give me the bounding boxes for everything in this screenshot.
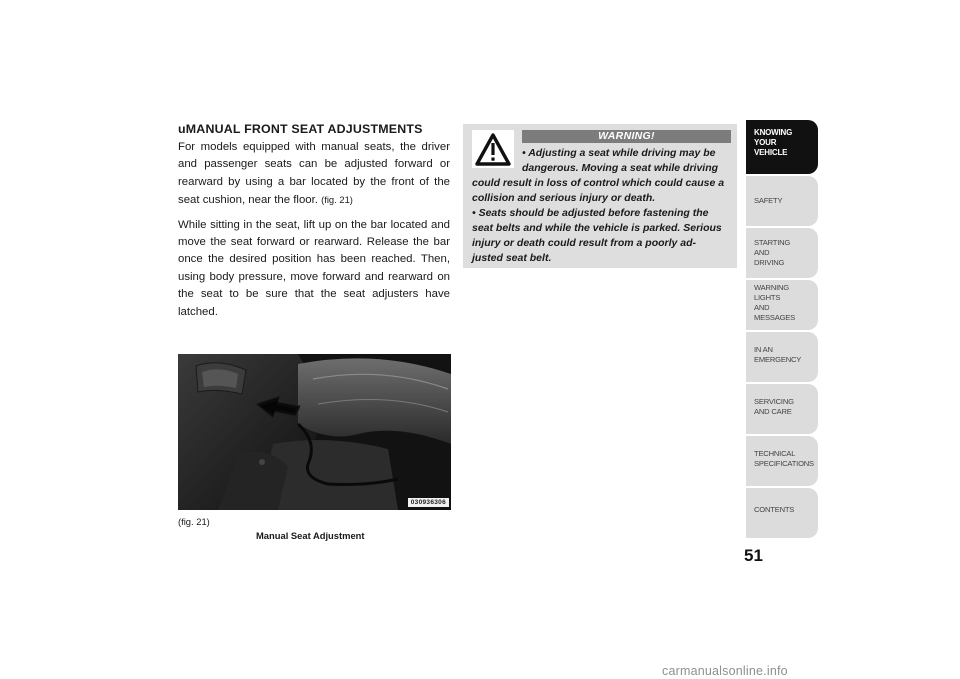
tab-servicing-and-care[interactable] <box>746 384 818 434</box>
seat-photo-illustration <box>178 354 451 510</box>
tab-safety[interactable] <box>746 176 818 226</box>
figure-caption: Manual Seat Adjustment <box>256 530 365 541</box>
tab-contents[interactable] <box>746 488 818 538</box>
section-heading: uMANUAL FRONT SEAT ADJUSTMENTS <box>178 122 423 136</box>
seat-adjustment-photo <box>178 354 451 510</box>
tab-label: WARNING <box>754 283 790 292</box>
paragraph-1-text: For models equipped with manual seats, the driver and passenger seats can be adjusted forward or rearward by using a bar located by the front of the seat cushion, near the floor. <box>178 141 450 207</box>
tab-label: SPECIFICATIONS <box>754 459 814 468</box>
paragraph-2: While sitting in the seat, lift up on the bar located and move the seat forward or rearward. Release the bar once the desired position has been reached. Then, using body pressure, move forward and rearward on the seat to be sure that the seat adjusters have latched. <box>178 218 450 318</box>
warning-line: justed seat belt. <box>472 252 552 264</box>
tab-label: SERVICING <box>754 397 794 406</box>
left-column <box>178 122 450 328</box>
tab-starting-and-driving[interactable] <box>746 228 818 278</box>
figure-label: (fig. 21) <box>178 516 210 527</box>
tab-label: STARTING <box>754 238 791 247</box>
tab-label: EMERGENCY <box>754 355 802 364</box>
warning-line: • Adjusting a seat while driving may be <box>522 147 716 159</box>
page-number: 51 <box>744 546 763 565</box>
warning-line: dangerous. Moving a seat while driving <box>522 162 719 174</box>
warning-line: collision and serious injury or death. <box>472 192 656 204</box>
paragraph-1 <box>178 139 450 210</box>
warning-line: injury or death could result from a poorly ad- <box>472 237 697 249</box>
tab-label: CONTENTS <box>754 505 795 514</box>
tab-in-an-emergency[interactable] <box>746 332 818 382</box>
tab-label: TECHNICAL <box>754 449 796 458</box>
tab-label: AND <box>754 248 770 257</box>
figure-code: 030936306 <box>408 498 449 507</box>
tab-warning-lights-and-messages[interactable] <box>746 280 818 330</box>
site-watermark[interactable]: carmanualsonline.info <box>662 664 788 678</box>
tab-label: IN AN <box>754 345 773 354</box>
warning-line: • Seats should be adjusted before fastening the <box>472 207 709 219</box>
tab-label: LIGHTS <box>754 293 781 302</box>
figure-reference[interactable]: (fig. 21) <box>321 194 353 206</box>
warning-line: could result in loss of control which could cause a <box>472 177 725 189</box>
tab-label: KNOWING <box>754 128 793 137</box>
tab-knowing-your-vehicle[interactable] <box>746 120 818 174</box>
tab-label: MESSAGES <box>754 313 796 322</box>
warning-triangle-icon <box>472 130 514 168</box>
tab-technical-specifications[interactable] <box>746 436 818 486</box>
warning-line: seat belts and while the vehicle is parked. Serious <box>472 222 722 234</box>
warning-title: WARNING! <box>522 130 731 143</box>
tab-label: VEHICLE <box>754 148 788 157</box>
tab-label: SAFETY <box>754 196 783 205</box>
tab-label: AND CARE <box>754 407 792 416</box>
tab-label: YOUR <box>754 138 777 147</box>
warning-box <box>463 124 737 268</box>
tab-label: DRIVING <box>754 258 785 267</box>
tab-label: AND <box>754 303 770 312</box>
